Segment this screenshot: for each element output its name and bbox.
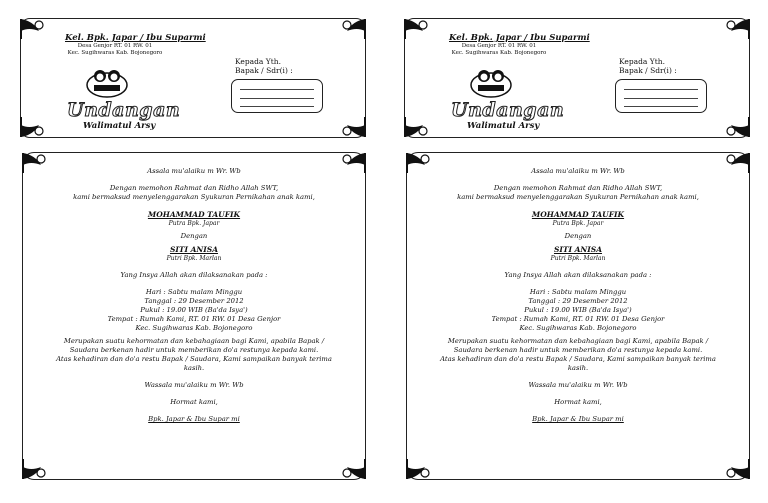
- invitation-body: [33, 167, 355, 424]
- sender-name: Kel. Bpk. Japar / Ibu Suparmi: [449, 33, 590, 43]
- recipient-label: Kepada Yth. Bapak / Sdr(i) :: [235, 57, 293, 75]
- bride-parent: Putri Bpk. Marlan: [166, 255, 222, 262]
- sender-name: Kel. Bpk. Japar / Ibu Suparmi: [65, 33, 206, 43]
- invitation-subtitle: Walimatul Arsy: [83, 121, 156, 131]
- bride-parent: Putri Bpk. Marlan: [550, 255, 606, 262]
- intro-line: kami bermaksud menyelenggarakan Syukuran Pernikahan anak kami,: [457, 193, 699, 201]
- schedule-intro: Yang Insya Allah akan dilaksanakan pada :: [120, 271, 268, 279]
- event-time: Pukul : 19.00 WIB (Ba'da Isya'): [524, 306, 632, 314]
- corner-ornament-icon: [337, 109, 367, 139]
- event-place: Tempat : Rumah Kami, RT. 01 RW. 01 Desa Genjor: [107, 315, 281, 323]
- recipient-label: Kepada Yth. Bapak / Sdr(i) :: [619, 57, 677, 75]
- envelope-card: [20, 18, 366, 138]
- regards: Hormat kami,: [170, 398, 218, 406]
- invitation-card: [22, 152, 366, 480]
- corner-ornament-icon: [337, 451, 367, 481]
- greeting: Assala mu'alaiku m Wr. Wb: [531, 167, 625, 175]
- regards: Hormat kami,: [554, 398, 602, 406]
- closing-line: Atas kehadiran dan do'a restu Bapak / Saudara, Kami sampaikan banyak terima: [56, 355, 332, 363]
- bride-name: SITI ANISA: [169, 245, 219, 254]
- invitation-subtitle: Walimatul Arsy: [467, 121, 540, 131]
- groom-parent: Putra Bpk. Japar: [168, 220, 220, 227]
- with-label: Dengan: [564, 232, 592, 240]
- corner-ornament-icon: [721, 17, 751, 47]
- with-label: Dengan: [180, 232, 208, 240]
- event-day: Hari : Sabtu malam Minggu: [529, 288, 627, 296]
- sender-address: Desa Genjor RT. 01 RW. 01 Kec. Sugihwaras Kab. Bojonegoro: [67, 43, 163, 56]
- couple-logo-icon: [469, 63, 513, 99]
- invitation-body: [417, 167, 739, 424]
- closing-line: Saudara berkenan hadir untuk memberikan do'a restunya kepada kami.: [69, 346, 319, 354]
- corner-ornament-icon: [21, 451, 51, 481]
- bride-name: SITI ANISA: [553, 245, 603, 254]
- closing-line: kasih.: [567, 364, 589, 372]
- sender-address: Desa Genjor RT. 01 RW. 01 Kec. Sugihwaras Kab. Bojonegoro: [451, 43, 547, 56]
- event-date: Tanggal : 29 Desember 2012: [144, 297, 244, 305]
- groom-parent: Putra Bpk. Japar: [552, 220, 604, 227]
- envelope-card: [404, 18, 750, 138]
- closing-line: Merupakan suatu kehormatan dan kebahagiaan bagi Kami, apabila Bapak /: [63, 337, 325, 345]
- event-place: Tempat : Rumah Kami, RT. 01 RW. 01 Desa Genjor: [491, 315, 665, 323]
- corner-ornament-icon: [403, 109, 433, 139]
- closing-line: Atas kehadiran dan do'a restu Bapak / Saudara, Kami sampaikan banyak terima: [440, 355, 716, 363]
- greeting: Assala mu'alaiku m Wr. Wb: [147, 167, 241, 175]
- closing-line: kasih.: [183, 364, 205, 372]
- signature: Bpk. Japar & Ibu Supar mi: [532, 415, 624, 423]
- corner-ornament-icon: [337, 17, 367, 47]
- closing-line: Merupakan suatu kehormatan dan kebahagiaan bagi Kami, apabila Bapak /: [447, 337, 709, 345]
- groom-name: MOHAMMAD TAUFIK: [531, 210, 625, 219]
- signature: Bpk. Japar & Ibu Supar mi: [148, 415, 240, 423]
- schedule-intro: Yang Insya Allah akan dilaksanakan pada :: [504, 271, 652, 279]
- invitation-title: Undangan: [67, 99, 181, 121]
- intro-line: Dengan memohon Rahmat dan Ridho Allah SWT,: [493, 184, 663, 192]
- corner-ornament-icon: [19, 109, 49, 139]
- salam: Wassala mu'alaiku m Wr. Wb: [528, 381, 628, 389]
- corner-ornament-icon: [721, 109, 751, 139]
- invitation-card: [406, 152, 750, 480]
- event-time: Pukul : 19.00 WIB (Ba'da Isya'): [140, 306, 248, 314]
- event-place: Kec. Sugihwaras Kab. Bojonegoro: [135, 324, 253, 332]
- invitation-copy-right: [384, 0, 768, 503]
- groom-name: MOHAMMAD TAUFIK: [147, 210, 241, 219]
- salam: Wassala mu'alaiku m Wr. Wb: [144, 381, 244, 389]
- event-place: Kec. Sugihwaras Kab. Bojonegoro: [519, 324, 637, 332]
- recipient-address-box: [615, 79, 707, 113]
- corner-ornament-icon: [721, 451, 751, 481]
- corner-ornament-icon: [19, 17, 49, 47]
- event-date: Tanggal : 29 Desember 2012: [528, 297, 628, 305]
- intro-line: kami bermaksud menyelenggarakan Syukuran Pernikahan anak kami,: [73, 193, 315, 201]
- corner-ornament-icon: [403, 17, 433, 47]
- closing-line: Saudara berkenan hadir untuk memberikan do'a restunya kepada kami.: [453, 346, 703, 354]
- recipient-address-box: [231, 79, 323, 113]
- intro-line: Dengan memohon Rahmat dan Ridho Allah SWT,: [109, 184, 279, 192]
- invitation-title: Undangan: [451, 99, 565, 121]
- corner-ornament-icon: [405, 451, 435, 481]
- couple-logo-icon: [85, 63, 129, 99]
- event-day: Hari : Sabtu malam Minggu: [145, 288, 243, 296]
